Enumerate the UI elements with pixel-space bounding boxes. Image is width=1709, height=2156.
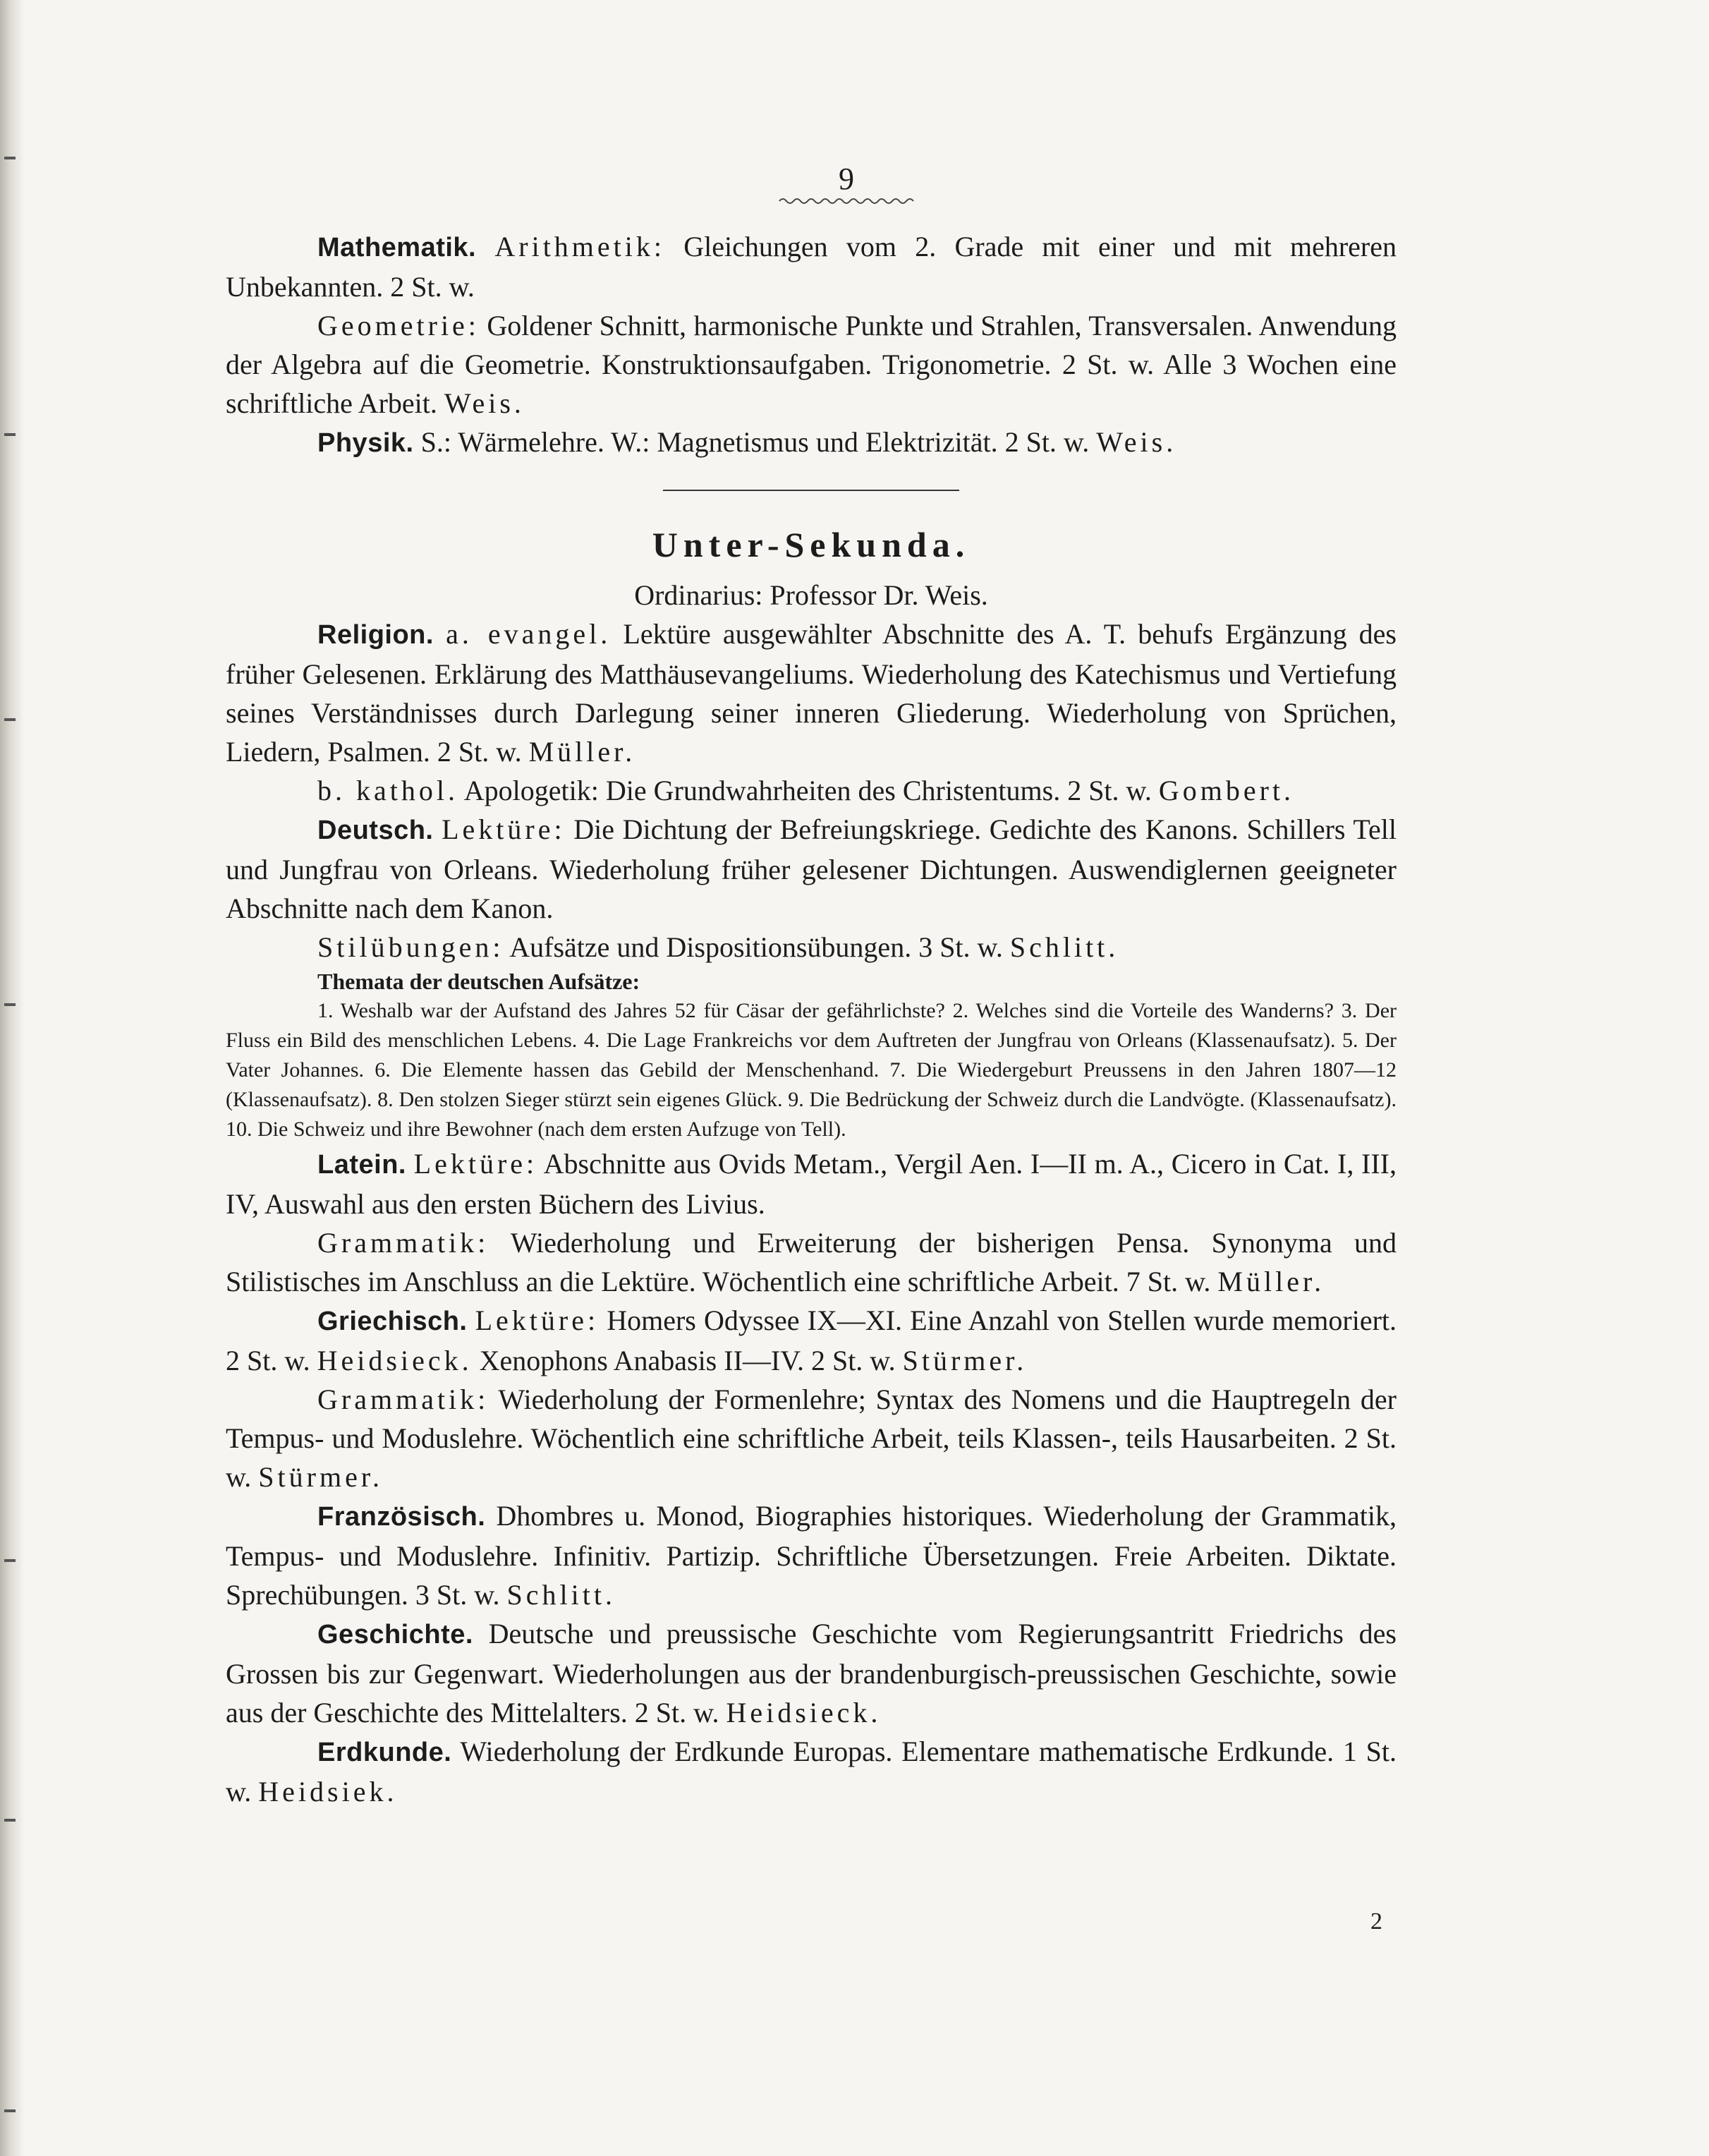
teacher-name: Müller. [528,736,636,768]
scan-page-edge [0,0,24,2156]
topic-label: Grammatik: [317,1383,489,1415]
teacher-name: Heidsiek. [258,1776,398,1807]
topic-label: Grammatik: [317,1227,489,1259]
paragraph-text: Apologetik: Die Grundwahrheiten des Christentums. 2 St. w. [458,775,1159,806]
teacher-name: Gombert. [1158,775,1295,806]
page-number: 9 [839,162,854,196]
griechisch-grammatik [226,1380,1397,1496]
topic-label: a. evangel. [446,618,612,650]
paragraph-text: Wiederholung der Erdkunde Europas. Elementare mathematische Erdkunde. 1 St. w. [226,1736,1397,1807]
themata-title: Themata der deutschen Aufsätze: [317,969,640,994]
margin-mark [4,1559,16,1562]
paragraph-text: Homers Odyssee IX—XI. Eine Anzahl von Stellen wurde memoriert. 2 St. w. [226,1304,1397,1376]
ordinarius-line: Ordinarius: Professor Dr. Weis. [634,579,988,611]
paragraph-text: Gleichungen vom 2. Grade mit einer und mit mehreren Unbekannten. 2 St. w. [226,231,1397,303]
section-title: Unter-Sekunda. [652,525,971,564]
teacher-name: Heidsieck. [317,1345,473,1376]
margin-mark [4,433,16,436]
topic-label: b. kathol. [317,775,458,806]
paragraph-text: Dhombres u. Monod, Biographies historiques. Wiederholung der Grammatik, Tempus- und Moduslehre. Infinitiv. Partizip. Schriftliche Übersetzungen. Freie Arbeiten. Diktate. Sprechübungen. 3 St. w. [226,1500,1397,1611]
paragraph-text: S.: Wärmelehre. W.: Magnetismus und Elektrizität. 2 St. w. [413,426,1097,458]
teacher-name: Schlitt. [506,1579,616,1611]
geschichte-paragraph [226,1614,1397,1732]
teacher-name: Müller. [1217,1266,1325,1297]
topic-label: Stilübungen: [317,931,504,963]
topic-label: Lektüre: [475,1304,600,1336]
teacher-name: Weis. [444,387,525,419]
paragraph-text: Lektüre ausgewählter Abschnitte des A. T. behufs Ergänzung des früher Gelesenen. Erklärung des Matthäusevangeliums. Wiederholung des Katechismus und Vertiefung seines Verständnisses durch Darlegung seiner inneren Gliederung. Wiederholung von Sprüchen, Liedern, Psalmen. 2 St. w. [226,618,1397,768]
subject-heading: Griechisch. [317,1307,468,1336]
paragraph-text: Abschnitte aus Ovids Metam., Vergil Aen. I—II m. A., Cicero in Cat. I, III, IV, Auswahl aus den ersten Büchern des Livius. [226,1148,1397,1220]
page-body [226,227,1397,1811]
paragraph-text: Xenophons Anabasis II—IV. 2 St. w. [472,1345,903,1376]
paragraph-text: Deutsche und preussische Geschichte vom Regierungsantritt Friedrichs des Grossen bis zur Gegenwart. Wiederholungen aus der brandenburgisch-preussischen Geschichte, sowie aus der Geschichte des Mittelalters. 2 St. w. [226,1618,1397,1728]
topic-label: Lektüre: [442,813,566,845]
paragraph-text: Wiederholung und Erweiterung der bisherigen Pensa. Synonyma und Stilistisches im Anschluss an die Lektüre. Wöchentlich eine schriftliche Arbeit. 7 St. w. [226,1227,1397,1297]
margin-mark [4,2109,16,2112]
subject-heading: Erdkunde. [317,1738,452,1767]
teacher-name: Schlitt. [1009,931,1119,963]
paragraph-text: Die Dichtung der Befreiungskriege. Gedichte des Kanons. Schillers Tell und Jungfrau von Orleans. Wiederholung früher gelesener Dichtungen. Auswendiglernen geeigneter Abschnitte nach dem Kanon. [226,813,1397,924]
themata-list: 1. Weshalb war der Aufstand des Jahres 52 für Cäsar der gefährlichste? 2. Welches sind die Vorteile des Wanderns? 3. Der Fluss ein Bild des menschlichen Lebens. 4. Die Lage Frankreichs vor dem Auftreten der Jungfrau von Orleans (Klassenaufsatz). 5. Der Vater Johannes. 6. Die Elemente hassen das Gebild der Menschenhand. 7. Die Wiedergeburt Preussens in den Jahren 1807—12 (Klassenaufsatz). 8. Den stolzen Sieger stürzt sein eigenes Glück. 9. Die Bedrückung der Schweiz durch die Landvögte. (Klassenaufsatz). 10. Die Schweiz und ihre Bewohner (nach dem ersten Aufzuge von Tell). [226,999,1397,1141]
topic-label: Geometrie: [317,310,480,341]
margin-mark [4,718,16,721]
mathematik-arithmetik [226,227,1397,306]
teacher-name: Heidsieck. [726,1697,882,1728]
subject-heading: Religion. [317,620,434,650]
subject-heading: Physik. [317,428,414,458]
margin-mark [4,1003,16,1006]
erdkunde-paragraph [226,1732,1397,1811]
religion-evangelisch [226,614,1397,771]
teacher-name: Stürmer. [258,1461,383,1493]
latein-grammatik [226,1223,1397,1301]
religion-katholisch [226,771,1397,810]
paragraph-text: Goldener Schnitt, harmonische Punkte und Strahlen, Transversalen. Anwendung der Algebra auf die Geometrie. Konstruktionsaufgaben. Trigonometrie. 2 St. w. Alle 3 Wochen eine schriftliche Arbeit. [226,310,1397,419]
subject-heading: Deutsch. [317,816,434,845]
margin-mark [4,1819,16,1822]
griechisch-lektuere [226,1301,1397,1380]
topic-label: Lektüre: [413,1148,538,1180]
ornament-rule [776,195,917,205]
mathematik-geometrie [226,306,1397,423]
sheet-number: 2 [1370,1908,1382,1934]
teacher-name: Weis. [1096,426,1177,458]
topic-label: Arithmetik: [494,231,666,262]
latein-lektuere [226,1144,1397,1223]
subject-heading: Latein. [317,1150,406,1180]
paragraph-text: Aufsätze und Dispositionsübungen. 3 St. w. [504,931,1010,963]
subject-heading: Französisch. [317,1502,486,1532]
teacher-name: Stürmer. [902,1345,1028,1376]
paragraph-text: Wiederholung der Formenlehre; Syntax des Nomens und die Hauptregeln der Tempus- und Moduslehre. Wöchentlich eine schriftliche Arbeit, teils Klassen-, teils Hausarbeiten. 2 St. w. [226,1383,1397,1493]
subject-heading: Geschichte. [317,1620,473,1649]
franzoesisch-paragraph [226,1496,1397,1614]
deutsch-lektuere [226,810,1397,928]
margin-mark [4,157,16,159]
section-divider [663,490,959,491]
deutsch-stiluebungen [226,928,1397,967]
physik-paragraph [226,423,1397,463]
subject-heading: Mathematik. [317,233,477,262]
